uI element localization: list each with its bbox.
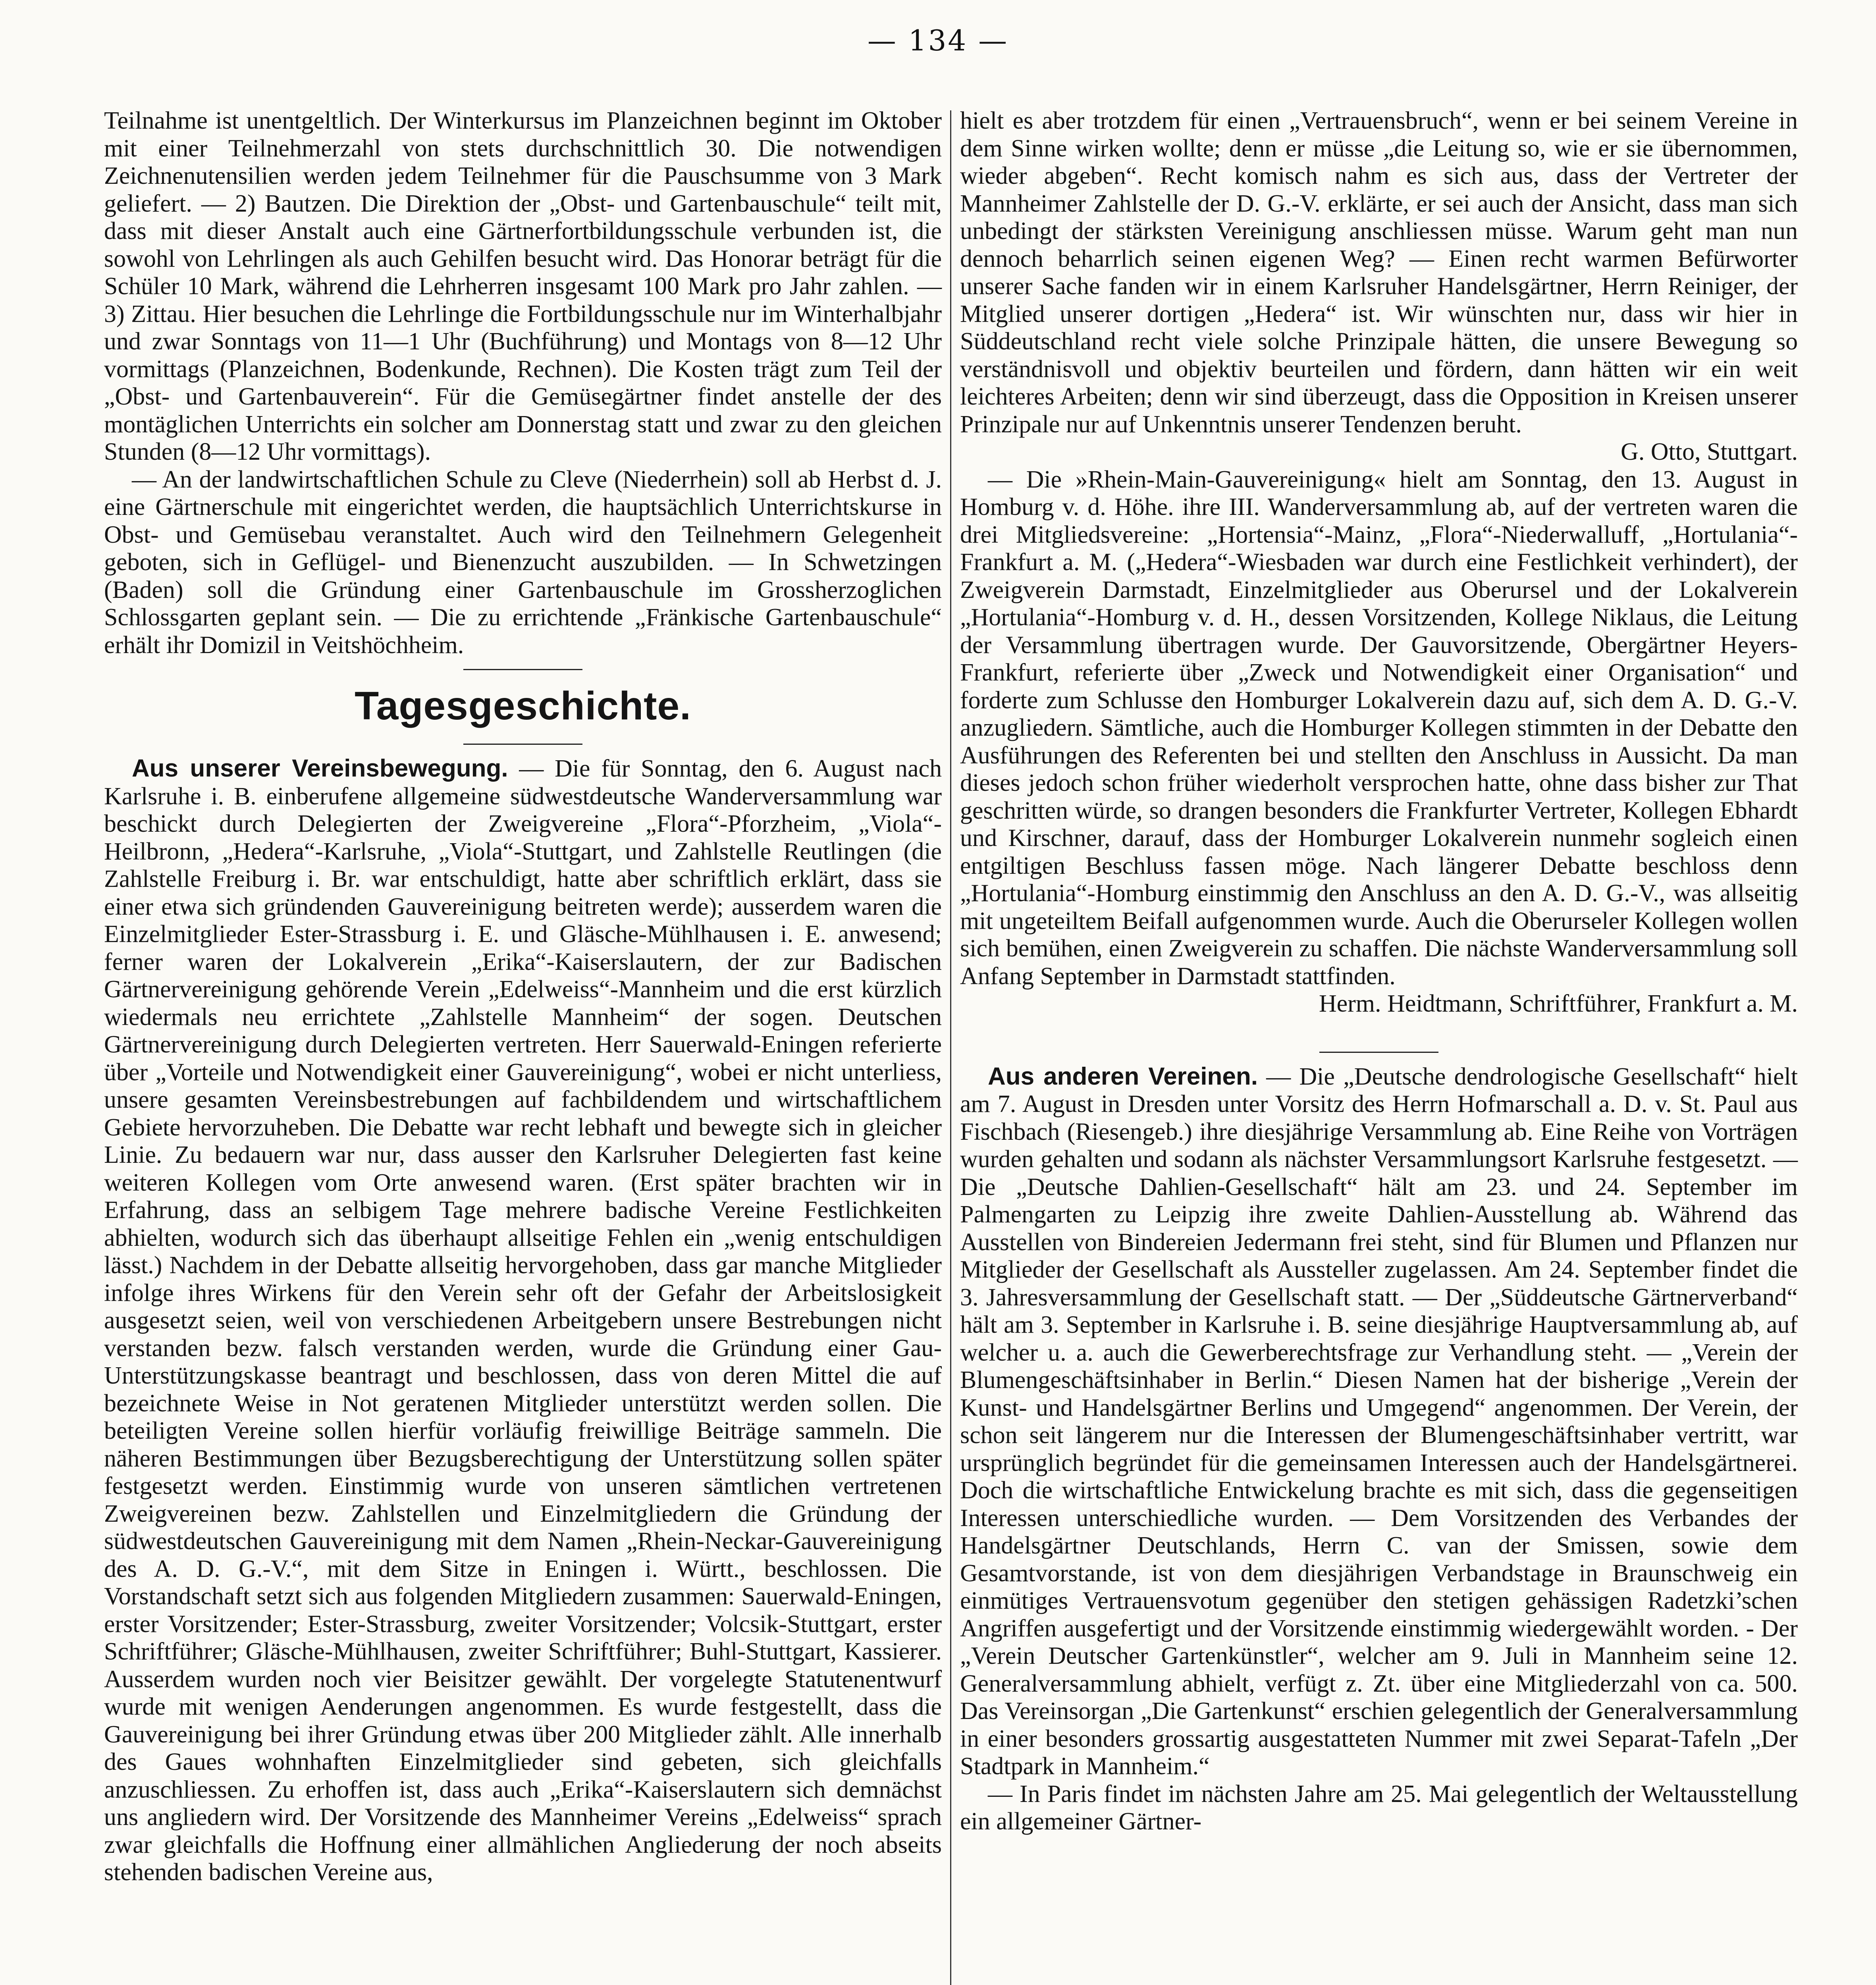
- andere-heading: Aus anderen Vereinen.: [988, 1062, 1258, 1090]
- left-column: [104, 107, 942, 1887]
- divider: [463, 669, 582, 670]
- verein-text: — Die für Sonntag, den 6. August nach Karlsruhe i. B. einberufene allgemeine südwestdeutsche Wanderversammlung war beschickt durch Delegierten der Zweigvereine „Flora“-Pforzheim, „Viola“-Heilbronn, „Hedera“-Karlsruhe, „Viola“-Stuttgart, und Zahlstelle Reutlingen (die Zahlstelle Freiburg i. Br. war entschuldigt, hatte aber schriftlich erklärt, dass sie einer etwa sich gründenden Gauvereinigung beitreten werde); ausserdem waren die Einzelmitglieder Ester-Strassburg i. E. und Gläsche-Mühlhausen i. E. anwesend; ferner waren der Lokalverein „Erika“-Kaiserslautern, der zur Badischen Gärtnervereinigung gehörende Verein „Edelweiss“-Mannheim und die erst kürzlich wiedermals neu errichtete „Zahlstelle Mannheim“ der sogen. Deutschen Gärtnervereinigung durch Delegierten vertreten. Herr Sauerwald-Eningen referierte über „Vorteile und Notwendigkeit einer Gauvereinigung“, wobei er nicht unterliess, unsere gesamten Vereinsbestrebungen auf fachbildendem und wirtschaftlichem Gebiete hervorzuheben. Die Debatte war recht lebhaft und bewegte sich in gleicher Linie. Zu bedauern war nur, dass ausser den Karlsruher Delegierten fast keine weiteren Kollegen vom Orte anwesend waren. (Erst später brachten wir in Erfahrung, dass an selbigem Tage mehrere badische Vereine Festlichkeiten abhielten, wodurch sich das überhaupt allseitige Fehlen ein „wenig entschuldigen lässt.) Nachdem in der Debatte allseitig hervorgehoben, dass gar manche Mitglieder infolge ihres Wirkens für den Verein sehr oft der Gefahr der Arbeitslosigkeit ausgesetzt seien, weil von verschiedenen Arbeitgebern unsere Bestrebungen nicht verstanden bezw. falsch verstanden werden, wurde die Gründung einer Gau-Unterstützungskasse beantragt und beschlossen, dass von deren Mittel die auf bezeichnete Weise in Not geratenen Mitglieder unterstützt werden sollen. Die beteiligten Vereine sollen hierfür vorläufig freiwillige Beiträge sammeln. Die näheren Bestimmungen über Bezugsberechtigung der Unterstützung sollen später festgesetzt werden. Einstimmig wurde von unseren sämtlichen vertretenen Zweigvereinen bezw. Zahlstellen und Einzelmitgliedern die Gründung der südwestdeutschen Gauvereinigung mit dem Namen „Rhein-Neckar-Gauvereinigung des A. D. G.-V.“, mit dem Sitze in Eningen i. Württ., beschlossen. Die Vorstandschaft setzt sich aus folgenden Mitgliedern zusammen: Sauerwald-Eningen, erster Vorsitzender; Ester-Strassburg, zweiter Vorsitzender; Volcsik-Stuttgart, erster Schriftführer; Gläsche-Mühlhausen, zweiter Schriftführer; Buhl-Stuttgart, Kassierer. Ausserdem wurden noch vier Beisitzer gewählt. Der vorgelegte Statutenentwurf wurde mit wenigen Aenderungen angenommen. Es wurde festgestellt, dass die Gauvereinigung bei ihrer Gründung etwas über 200 Mitglieder zählt. Alle innerhalb des Gaues wohnhaften Einzelmitglieder sind gebeten, sich gleichfalls anzuschliessen. Zu erhoffen ist, dass auch „Erika“-Kaiserslautern sich demnächst uns angliedern wird. Der Vorsitzende des Mannheimer Vereins „Edelweiss“ sprach zwar gleichfalls die Hoffnung einer allmählichen Angliederung der noch abseits stehenden badischen Vereine aus,: [104, 755, 942, 1886]
- signature-heidtmann: Herm. Heidtmann, Schriftführer, Frankfurt a. M.: [1319, 990, 1798, 1017]
- verein-heading: Aus unserer Vereinsbewegung.: [132, 755, 508, 782]
- verein-paragraph: [104, 755, 942, 1887]
- andere-paragraph: [960, 1063, 1798, 1781]
- continuation-paragraph: hielt es aber trotzdem für einen „Vertrauensbruch“, wenn er bei seinem Vereine in dem Sinne wirken wollte; denn er müsse „die Leitung so, wie er sie übernommen, wieder abgeben“. Recht komisch nahm es sich aus, dass der Vertreter der Mannheimer Zahlstelle der D. G.-V. erklärte, er sei auch der Ansicht, dass man sich unbedingt der stärksten Vereinigung anschliessen müsse. Warum geht man nun dennoch beharrlich seinen eigenen Weg? — Einen recht warmen Befürworter unserer Sache fanden wir in einem Karlsruher Handelsgärtner, Herrn Reiniger, der Mitglied unserer dortigen „Hedera“ ist. Wir wünschten nur, dass wir hier in Süddeutschland recht viele solche Prinzipale hätten, die unsere Bewegung so verständnisvoll und objektiv beurteilen und fördern, dann hätten wir ein weit leichteres Arbeiten; denn wir sind überzeugt, dass die Opposition in Kreisen unserer Prinzipale nur auf Unkenntnis unserer Tendenzen beruht.: [960, 107, 1798, 438]
- rhein-main-paragraph: — Die »Rhein-Main-Gauvereinigung« hielt am Sonntag, den 13. August in Homburg v. d. Höhe. ihre III. Wanderversammlung ab, auf der vertreten waren die drei Mitgliedsvereine: „Hortensia“-Mainz, „Flora“-Niederwalluff, „Hortulania“-Frankfurt a. M. („Hedera“-Wiesbaden war durch eine Festlichkeit verhindert), der Zweigverein Darmstadt, Einzelmitglieder aus Oberursel und der Lokalverein „Hortulania“-Homburg v. d. H., dessen Vorsitzenden, Kollege Niklaus, die Leitung der Versammlung übertragen wurde. Der Gauvorsitzende, Obergärtner Heyers-Frankfurt, referierte über „Zweck und Notwendigkeit einer Organisation“ und forderte zum Schlusse den Homburger Lokalverein dazu auf, sich dem A. D. G.-V. anzugliedern. Sämtliche, auch die Homburger Kollegen stimmten in der Debatte den Ausführungen des Referenten bei und stellten den Anschluss in Aussicht. Da man dieses jedoch schon früher wiederholt versprochen hatte, ohne dass bisher zur That geschritten würde, so drangen besonders die Frankfurter Vertreter, Kollegen Ebhardt und Kirschner, darauf, dass der Homburger Lokalverein nunmehr sogleich einen entgiltigen Beschluss fassen möge. Nach längerer Debatte beschloss denn „Hortulania“-Homburg einstimmig den Anschluss an den A. D. G.-V., was allseitig mit ungeteiltem Beifall aufgenommen wurde. Auch die Oberurseler Kollegen wollen sich bemühen, einen Zweigverein zu schaffen. Die nächste Wanderversammlung soll Anfang September in Darmstadt stattfinden.: [960, 466, 1798, 990]
- section-title: Tagesgeschichte.: [355, 684, 691, 728]
- page-number: — 134 —: [867, 24, 1009, 57]
- paris-paragraph: — In Paris findet im nächsten Jahre am 25. Mai gelegentlich der Weltausstellung ein allgemeiner Gärtner-: [960, 1780, 1798, 1835]
- andere-text: — Die „Deutsche dendrologische Gesellschaft“ hielt am 7. August in Dresden unter Vorsitz des Herrn Hofmarschall a. D. v. St. Paul aus Fischbach (Riesengeb.) ihre diesjährige Versammlung ab. Eine Reihe von Vorträgen wurden gehalten und sodann als nächster Versammlungsort Karlsruhe festgesetzt. — Die „Deutsche Dahlien-Gesellschaft“ hält am 23. und 24. September im Palmengarten zu Leipzig ihre zweite Dahlien-Ausstellung ab. Während das Ausstellen von Bindereien Jedermann frei steht, sind für Blumen und Pflanzen nur Mitglieder der Gesellschaft als Aussteller zugelassen. Am 24. September findet die 3. Jahresversammlung der Gesellschaft statt. — Der „Süddeutsche Gärtnerverband“ hält am 3. September in Karlsruhe i. B. seine diesjährige Hauptversammlung ab, auf welcher u. a. auch die Gewerberechtsfrage zur Verhandlung steht. — „Verein der Blumengeschäftsinhaber in Berlin.“ Diesen Namen hat der bisherige „Verein der Kunst- und Handelsgärtner Berlins und Umgegend“ angenommen. Der Verein, der schon seit längerem nur die Interessen der Blumengeschäftsinhaber vertritt, war ursprünglich begründet für die gemeinsamen Interessen auch der Handelsgärtnerei. Doch die wirtschaftliche Entwickelung brachte es mit sich, dass die gegenseitigen Interessen unterschiedliche wurden. — Dem Vorsitzenden des Verbandes der Handelsgärtner Deutschlands, Herrn C. van der Smissen, sowie dem Gesamtvorstande, ist von dem diesjährigen Verbandstage in Braunschweig ein einmütiges Vertrauensvotum gegenüber den stetigen gehässigen Radetzki’schen Angriffen ausgefertigt und der Vorsitzende einstimmig wiedergewählt worden. - Der „Verein Deutscher Gartenkünstler“, welcher am 9. Juli in Mannheim seine 12. Generalversammlung abhielt, verfügt z. Zt. über eine Mitgliederzahl von ca. 500. Das Vereinsorgan „Die Gartenkunst“ erschien gelegentlich der Generalversammlung in einer besonders grossartig ausgestatteten Nummer mit zwei Separat-Tafeln „Der Stadtpark in Mannheim.“: [960, 1063, 1798, 1780]
- divider: [1319, 1052, 1438, 1053]
- spacer: [960, 1018, 1798, 1042]
- intro-paragraph-2: — An der landwirtschaftlichen Schule zu Cleve (Niederrhein) soll ab Herbst d. J. eine Gärtnerschule mit eingerichtet werden, die hauptsächlich Unterrichtskurse in Obst- und Gemüsebau veranstaltet. Auch wird den Teilnehmern Gelegenheit geboten, sich in Geflügel- und Bienenzucht auszubilden. — In Schwetzingen (Baden) soll die Gründung einer Gartenbauschule im Grossherzoglichen Schlossgarten geplant sein. — Die zu errichtende „Fränkische Gartenbauschule“ erhält ihr Domizil in Veitshöchheim.: [104, 466, 942, 659]
- intro-paragraph-1: Teilnahme ist unentgeltlich. Der Winterkursus im Planzeichnen beginnt im Oktober mit einer Teilnehmerzahl von stets durchschnittlich 30. Die notwendigen Zeichnenutensilien werden jedem Teilnehmer für die Pauschsumme von 3 Mark geliefert. — 2) Bautzen. Die Direktion der „Obst- und Gartenbauschule“ teilt mit, dass mit dieser Anstalt auch eine Gärtnerfortbildungsschule verbunden ist, die sowohl von Lehrlingen als auch Gehilfen besucht wird. Das Honorar beträgt für die Schüler 10 Mark, während die Lehrherren insgesamt 100 Mark pro Jahr zahlen. — 3) Zittau. Hier besuchen die Lehrlinge die Fortbildungsschule nur im Winterhalbjahr und zwar Sonntags von 11—1 Uhr (Buchführung) und Montags von 8—12 Uhr vormittags (Planzeichnen, Bodenkunde, Rechnen). Die Kosten trägt zum Teil der „Obst- und Gartenbauverein“. Für die Gemüsegärtner findet anstelle der des montäglichen Unterrichts ein solcher am Donnerstag statt und zwar zu den gleichen Stunden (8—12 Uhr vormittags).: [104, 107, 942, 465]
- signature-otto: G. Otto, Stuttgart.: [1620, 438, 1798, 465]
- divider: [463, 744, 582, 745]
- column-divider: [950, 110, 951, 1985]
- right-column: [960, 107, 1798, 1836]
